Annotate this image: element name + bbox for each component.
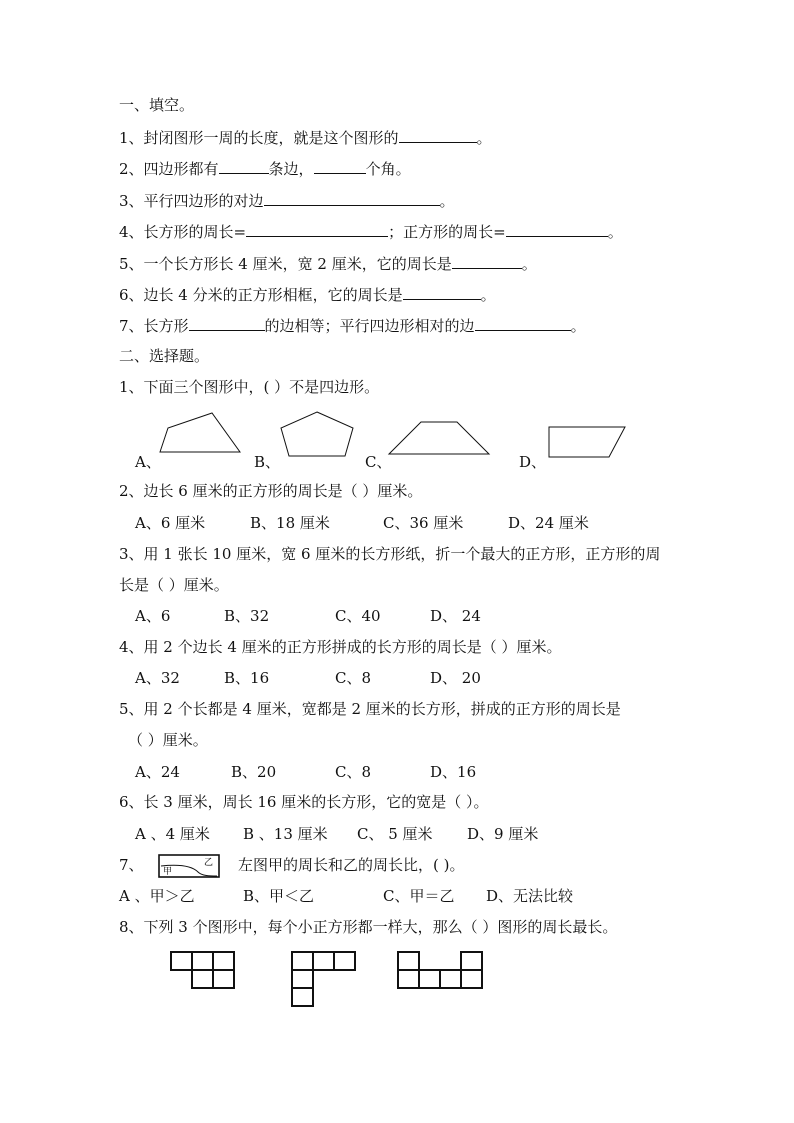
fill-question-7 <box>119 315 586 336</box>
option-c[interactable]: C、甲＝乙 <box>383 887 455 905</box>
answer-blank-rectangle[interactable] <box>189 315 265 331</box>
answer-blank[interactable] <box>403 284 481 300</box>
question-text: 5、一个长方形长 4 厘米，宽 2 厘米，它的周长是 <box>119 255 452 273</box>
question-text-end: 。 <box>607 223 623 241</box>
figure-3-squares <box>397 951 487 991</box>
option-c[interactable]: C、 <box>365 453 392 471</box>
question-text: 6、边长 4 分米的正方形相框，它的周长是 <box>119 286 403 304</box>
choice-question-1: 1、下面三个图形中，( ）不是四边形。 <box>119 378 380 396</box>
question-text-mid: ；正方形的周长= <box>388 223 506 241</box>
option-b[interactable]: B、 <box>254 453 281 471</box>
choice-question-6: 6、长 3 厘米，周长 16 厘米的长方形，它的宽是（ ）。 <box>119 793 489 811</box>
choice-question-5-line2: （ ）厘米。 <box>128 731 208 749</box>
option-d[interactable]: D、 20 <box>430 669 481 687</box>
question-text: 7、长方形 <box>119 317 189 335</box>
option-c[interactable]: C、 5 厘米 <box>357 825 433 843</box>
option-d[interactable]: D、16 <box>430 763 477 781</box>
option-a[interactable]: A、6 厘米 <box>135 514 206 532</box>
choice-question-4: 4、用 2 个边长 4 厘米的正方形拼成的长方形的周长是（ ）厘米。 <box>119 638 562 656</box>
option-a[interactable]: A 、甲＞乙 <box>119 887 195 905</box>
option-b[interactable]: B、20 <box>231 763 277 781</box>
option-d[interactable]: D、9 厘米 <box>467 825 539 843</box>
option-b[interactable]: B、32 <box>224 607 270 625</box>
answer-blank-rectangle[interactable] <box>246 221 388 237</box>
choice-question-3-line1: 3、用 1 张长 10 厘米，宽 6 厘米的长方形纸，折一个最大的正方形，正方形的周 <box>119 545 661 563</box>
jia-yi-figure <box>158 854 220 878</box>
option-a[interactable]: A、32 <box>135 669 180 687</box>
answer-blank-parallelogram[interactable] <box>475 315 571 331</box>
answer-blank[interactable] <box>399 127 477 143</box>
question-text-end: 。 <box>521 255 537 273</box>
shape-a-quadrilateral <box>150 410 250 455</box>
option-a[interactable]: A、24 <box>135 763 180 781</box>
question-text-end: 个角。 <box>365 160 411 178</box>
question-text-end: 。 <box>439 192 455 210</box>
option-a[interactable]: A、 <box>135 453 161 471</box>
question-text: 4、长方形的周长= <box>119 223 247 241</box>
option-d[interactable]: D、无法比较 <box>486 887 574 905</box>
fill-question-6 <box>119 284 496 305</box>
question-text-end: 。 <box>480 286 496 304</box>
option-c[interactable]: C、36 厘米 <box>383 514 464 532</box>
option-b[interactable]: B、18 厘米 <box>250 514 330 532</box>
label-jia: 甲 <box>163 867 173 877</box>
choice-question-7-number: 7、 <box>119 856 144 874</box>
option-d[interactable]: D、24 厘米 <box>508 514 589 532</box>
answer-blank-angles[interactable] <box>314 158 366 174</box>
answer-blank[interactable] <box>452 253 522 269</box>
shape-b-pentagon <box>275 410 365 458</box>
fill-question-1 <box>119 127 492 148</box>
option-c[interactable]: C、8 <box>335 763 372 781</box>
option-c[interactable]: C、40 <box>335 607 381 625</box>
answer-blank-square[interactable] <box>506 221 608 237</box>
option-d[interactable]: D、 24 <box>430 607 481 625</box>
section1-heading: 一、填空。 <box>119 96 195 114</box>
shape-d-parallelogram <box>545 423 630 461</box>
figure-2-squares <box>291 951 357 1009</box>
choice-question-3-line2: 长是（ ）厘米。 <box>119 576 229 594</box>
question-text: 2、四边形都有 <box>119 160 219 178</box>
figure-1-squares <box>170 951 236 991</box>
fill-question-3 <box>119 190 455 211</box>
choice-question-8: 8、下列 3 个图形中，每个小正方形都一样大，那么（ ）图形的周长最长。 <box>119 918 618 936</box>
option-b[interactable]: B、16 <box>224 669 270 687</box>
fill-question-5 <box>119 253 537 274</box>
section2-heading: 二、选择题。 <box>119 347 210 365</box>
question-text-mid: 条边， <box>268 160 314 178</box>
question-text: 1、封闭图形一周的长度，就是这个图形的 <box>119 129 399 147</box>
answer-blank-sides[interactable] <box>219 158 269 174</box>
answer-blank[interactable] <box>264 190 440 206</box>
question-text-end: 。 <box>476 129 492 147</box>
question-text: 3、平行四边形的对边 <box>119 192 264 210</box>
label-yi: 乙 <box>204 858 214 868</box>
fill-question-4 <box>119 221 623 242</box>
option-c[interactable]: C、8 <box>335 669 372 687</box>
shape-c-trapezoid <box>385 418 495 458</box>
option-d[interactable]: D、 <box>519 453 547 471</box>
question-text-mid: 的边相等；平行四边形相对的边 <box>264 317 475 335</box>
option-a[interactable]: A、6 <box>135 607 171 625</box>
choice-question-7-text: 左图甲的周长和乙的周长比，( )。 <box>238 856 465 874</box>
option-b[interactable]: B 、13 厘米 <box>243 825 328 843</box>
fill-question-2 <box>119 158 411 179</box>
option-a[interactable]: A 、4 厘米 <box>135 825 210 843</box>
choice-question-5-line1: 5、用 2 个长都是 4 厘米，宽都是 2 厘米的长方形，拼成的正方形的周长是 <box>119 700 621 718</box>
question-text-end: 。 <box>570 317 586 335</box>
choice-question-2: 2、边长 6 厘米的正方形的周长是（ ）厘米。 <box>119 482 423 500</box>
option-b[interactable]: B、甲＜乙 <box>243 887 315 905</box>
